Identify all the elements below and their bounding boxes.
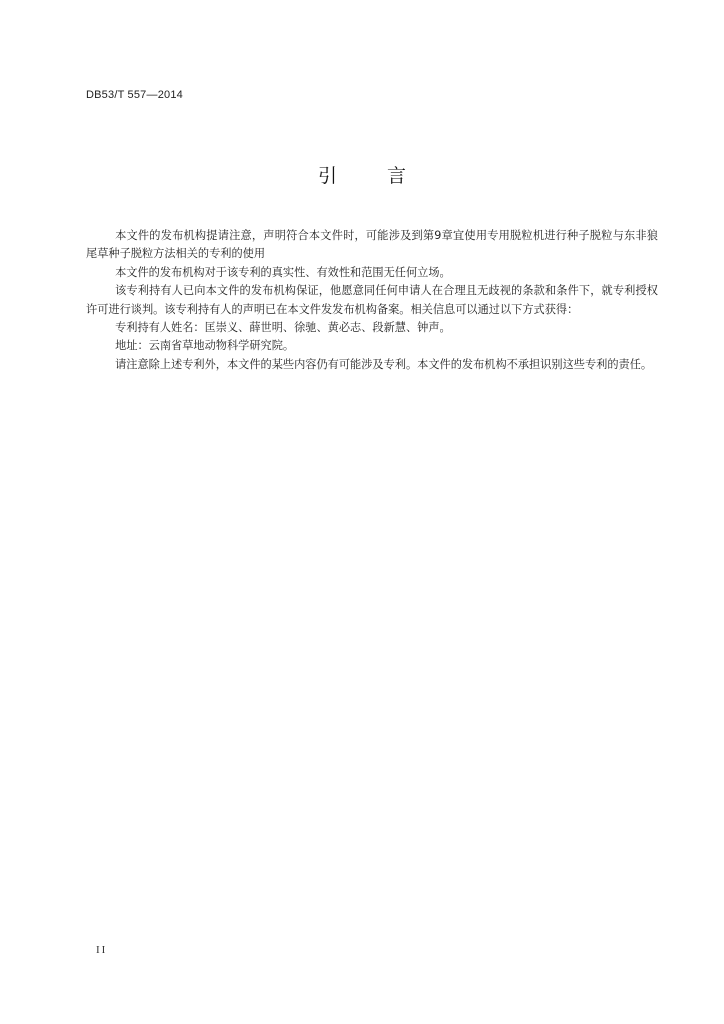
- introduction-body: [86, 227, 658, 374]
- page-number: II: [96, 944, 108, 956]
- section-title: 引 言: [317, 165, 429, 187]
- paragraph-disclaimer: 请注意除上述专利外，本文件的某些内容仍有可能涉及专利。本文件的发布机构不承担识别这些专利的责任。: [115, 357, 653, 371]
- paragraph-holder-assurance: 该专利持有人已向本文件的发布机构保证，他愿意同任何申请人在合理且无歧视的条款和条件下，就专利授权许可进行谈判。该专利持有人的声明已在本文件发发布机构备案。相关信息可以通过以下方式获得：: [86, 284, 658, 316]
- paragraph-holder-names: 专利持有人姓名：匡崇义、薛世明、徐驰、黄必志、段新慧、钟声。: [115, 321, 451, 335]
- paragraph-no-position: 本文件的发布机构对于该专利的真实性、有效性和范围无任何立场。: [115, 265, 451, 279]
- document-code: DB53/T 557—2014: [86, 89, 183, 101]
- paragraph-address: 地址：云南省草地动物科学研究院。: [115, 339, 295, 353]
- paragraph-patent-notice: 本文件的发布机构提请注意，声明符合本文件时，可能涉及到第9章宜使用专用脱粒机进行种子脱粒与东非狼尾草种子脱粒方法相关的专利的使用: [86, 229, 658, 261]
